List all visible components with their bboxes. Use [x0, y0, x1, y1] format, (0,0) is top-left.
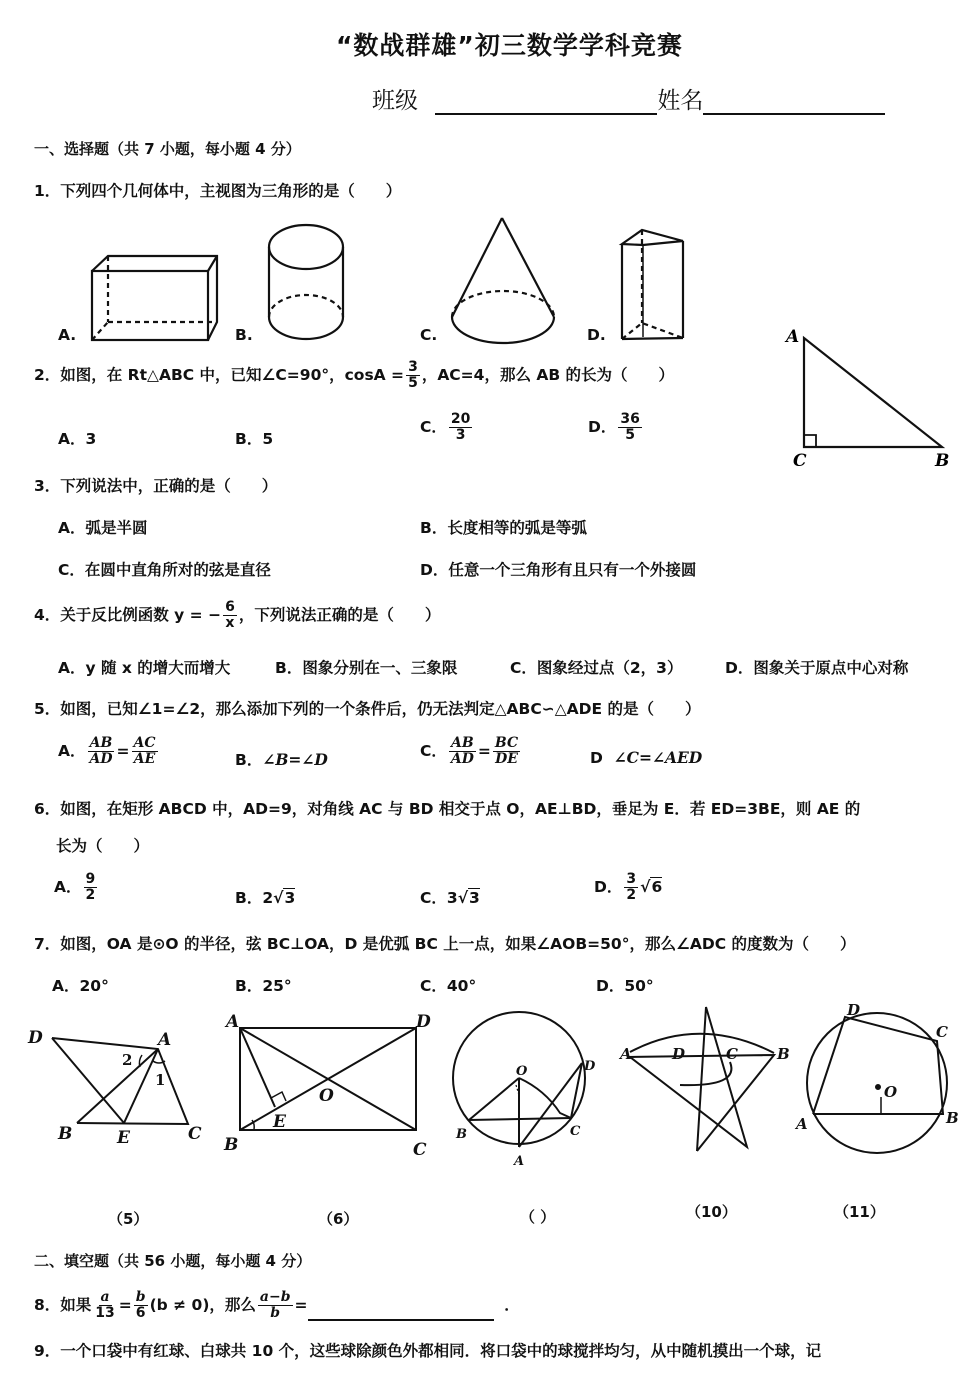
coef: 3	[446, 889, 458, 907]
fig7-label-d: D	[584, 1059, 596, 1074]
q7-stem: 7．如图，OA 是⊙O 的半径，弦 BC⊥OA，D 是优弧 BC 上一点，如果∠AOB=50°，那么∠ADC 的度数为（ ）	[34, 935, 856, 953]
fig6-label-o: O	[319, 1086, 334, 1106]
q6-stem-line1: 6．如图，在矩形 ABCD 中，AD=9，对角线 AC 与 BD 相交于点 O，AE⊥BD，垂足为 E．若 ED=3BE，则 AE 的	[34, 800, 861, 818]
q1-option-d-label: D.	[587, 326, 606, 344]
cylinder-icon	[269, 225, 343, 339]
fig7-label-o: O	[516, 1064, 528, 1079]
frac-den: AD	[89, 751, 113, 767]
q2-right-triangle-figure	[780, 320, 960, 480]
q4-stem-post: ，下列说法正确的是（ ）	[238, 606, 441, 624]
figures-row	[0, 995, 978, 1165]
opt-label: C．	[420, 742, 447, 760]
q2-option-a[interactable]	[58, 427, 96, 449]
q3-option-c[interactable]: C．在圆中直角所对的弦是直径	[58, 561, 271, 579]
q5-option-a[interactable]: A． $\frac{AB}{AD}$ = $\frac{AC}{AE}$	[58, 735, 156, 767]
q8-stem	[34, 1290, 520, 1321]
q5-option-c[interactable]: C． $\frac{AB}{AD}$ = $\frac{BC}{DE}$	[420, 735, 519, 767]
fig6-label-e: E	[273, 1112, 286, 1132]
opt-label: B．	[235, 889, 263, 907]
exam-title: “数战群雄”初三数学学科竞赛	[336, 31, 683, 60]
figure-6-rectangle	[223, 1012, 431, 1160]
cuboid-icon	[92, 256, 217, 340]
frac-num: a−b	[259, 1289, 291, 1305]
q3-stem: 3．下列说法中，正确的是（ ）	[34, 477, 278, 495]
caption-fig10: （10）	[686, 1203, 737, 1221]
fig11-label-c: C	[936, 1023, 948, 1041]
q8-eq: =	[118, 1296, 132, 1314]
q7-option-b[interactable]: B．25°	[235, 977, 292, 995]
fig10-label-b: B	[777, 1045, 790, 1063]
frac-den: 6	[135, 1305, 146, 1321]
opt-label: D	[590, 749, 603, 767]
triangular-prism-icon	[622, 230, 683, 339]
q2-stem-pre: 2．如图，在 Rt△ABC 中，已知∠C=90°，cosA =	[34, 366, 405, 384]
frac-num: BC	[494, 735, 519, 751]
q2-option-c[interactable]	[420, 412, 474, 443]
opt-label: D．	[588, 418, 617, 436]
q7-option-a[interactable]: A．20°	[52, 977, 109, 995]
frac-num: 20	[450, 411, 471, 427]
q3-option-a[interactable]: A．弧是半圆	[58, 519, 148, 537]
q5-option-b[interactable]	[235, 748, 328, 770]
q2-option-b[interactable]	[235, 427, 273, 449]
q4-option-b[interactable]: B．图象分别在一、三象限	[275, 659, 458, 677]
figure-5-triangles	[27, 1028, 202, 1148]
q8-pre: 8．如果	[34, 1296, 92, 1314]
fig11-label-o: O	[884, 1083, 898, 1101]
fig10-label-a: A	[620, 1045, 632, 1063]
fig11-label-a: A	[796, 1115, 808, 1133]
cone-icon	[452, 218, 554, 343]
fig7-label-a: A	[514, 1154, 525, 1165]
name-blank[interactable]	[703, 113, 885, 115]
frac-den: 5	[625, 427, 635, 443]
opt-label: A．	[58, 430, 86, 448]
q5-option-d[interactable]	[590, 748, 702, 767]
q7-option-c[interactable]: C．40°	[420, 977, 477, 995]
q9-stem: 9．一个口袋中有红球、白球共 10 个，这些球除颜色外都相同．将口袋中的球搅拌均匀，从中随机摸出一个球，记	[34, 1342, 822, 1360]
frac-den: 3	[455, 427, 466, 443]
frac-num: AB	[89, 735, 113, 751]
opt-label: A．	[58, 742, 86, 760]
figure-11-circle-quadrilateral	[794, 1001, 959, 1153]
q2-frac-num: 3	[408, 359, 418, 375]
q8-cond: (b ≠ 0)，那么	[149, 1296, 256, 1314]
frac-num: a	[100, 1289, 110, 1305]
frac-den: AD	[450, 751, 474, 767]
caption-fig11: （11）	[834, 1203, 885, 1221]
fig5-label-e: E	[117, 1128, 130, 1148]
q1-option-a-label: A.	[58, 326, 77, 344]
q1-solids-figure	[0, 210, 760, 350]
caption-fig6: （6）	[318, 1210, 359, 1228]
opt-text: ∠C=∠AED	[613, 748, 703, 767]
opt-label: B．	[235, 751, 263, 769]
q8-answer-blank[interactable]	[308, 1301, 494, 1321]
q2-option-d[interactable]	[588, 412, 644, 443]
class-name-line	[372, 82, 885, 115]
opt-text: ∠B=∠D	[262, 750, 328, 769]
radicand: 6	[651, 878, 663, 896]
q2-stem	[34, 360, 674, 391]
q1-option-c-label: C.	[420, 326, 438, 344]
q2-frac-den: 5	[408, 375, 418, 391]
q6-option-a[interactable]	[54, 872, 99, 903]
name-label: 姓名	[657, 88, 704, 114]
radicand: 3	[284, 889, 296, 907]
q4-option-a[interactable]: A．y 随 x 的增大而增大	[58, 659, 231, 677]
opt-label: D．	[594, 878, 623, 896]
frac-num: AB	[451, 735, 474, 751]
fig7-label-b: B	[456, 1127, 467, 1142]
q2-stem-post: ，AC=4，那么 AB 的长为（ ）	[421, 366, 675, 384]
q3-option-d[interactable]: D．任意一个三角形有且只有一个外接圆	[420, 561, 697, 579]
frac-den: 13	[95, 1305, 115, 1321]
frac-den: b	[270, 1305, 281, 1321]
frac-den: AE	[133, 751, 156, 767]
caption-fig7: （ ）	[520, 1208, 556, 1226]
q4-option-c[interactable]: C．图象经过点（2，3）	[510, 659, 683, 677]
opt-label: C．	[420, 418, 447, 436]
q8-eq2: =	[294, 1296, 308, 1314]
fig6-label-c: C	[413, 1140, 427, 1160]
frac-num: b	[135, 1289, 146, 1305]
opt-value: 3	[85, 430, 97, 448]
q2-label-c: C	[793, 451, 807, 471]
opt-value: 5	[262, 430, 274, 448]
q6-option-b[interactable]: B．2√3	[235, 889, 296, 907]
fig5-label-c: C	[188, 1124, 202, 1144]
fig6-label-a: A	[226, 1012, 240, 1032]
frac-num: AC	[133, 735, 156, 751]
fig11-label-b: B	[946, 1109, 959, 1127]
fig5-label-b: B	[58, 1124, 73, 1144]
fig5-label-d: D	[28, 1028, 43, 1048]
fig6-label-b: B	[224, 1135, 239, 1155]
frac-num: 3	[626, 871, 637, 887]
q4-stem-pre: 4．关于反比例函数 y = −	[34, 606, 222, 624]
opt-label: C．	[420, 889, 447, 907]
q4-stem	[34, 600, 440, 631]
frac-den: 2	[85, 887, 96, 903]
fig5-label-a: A	[158, 1030, 172, 1050]
q7-option-d[interactable]: D．50°	[596, 977, 654, 995]
q2-label-a: A	[786, 327, 800, 347]
section-2-heading: 二、填空题（共 56 小题，每小题 4 分）	[34, 1252, 312, 1270]
frac-num: 36	[620, 411, 640, 427]
q6-stem-line2: 长为（ ）	[56, 837, 150, 855]
figure-7-circle	[453, 1012, 596, 1165]
frac-den: 2	[626, 887, 637, 903]
q5-stem: 5．如图，已知∠1=∠2，那么添加下列的一个条件后，仍无法判定△ABC∽△ADE 的是（ ）	[34, 700, 701, 718]
class-label: 班级	[372, 88, 418, 114]
coef: 2	[262, 889, 274, 907]
q1-stem: 1．下列四个几何体中，主视图为三角形的是（ ）	[34, 182, 402, 200]
q1-option-b-label: B.	[235, 326, 253, 344]
q6-option-d[interactable]: D． $\frac{3}{2}$ √6	[594, 871, 663, 903]
section-1-heading: 一、选择题（共 7 小题，每小题 4 分）	[34, 140, 301, 158]
frac-num: 9	[85, 871, 96, 887]
fig10-label-c: C	[726, 1045, 738, 1063]
opt-label: A．	[54, 878, 82, 896]
q2-label-b: B	[935, 451, 950, 471]
q3-option-b[interactable]: B．长度相等的弧是等弧	[420, 519, 587, 537]
fig5-label-2: 2	[122, 1051, 133, 1069]
q8-end: ．	[504, 1296, 520, 1314]
class-blank[interactable]	[435, 113, 657, 115]
q4-option-d[interactable]: D．图象关于原点中心对称	[725, 659, 909, 677]
fig7-label-c: C	[570, 1124, 581, 1139]
q4-frac-den: x	[225, 615, 235, 631]
fig11-label-d: D	[847, 1001, 861, 1019]
fig6-label-d: D	[416, 1012, 431, 1032]
figure-10-star	[618, 1007, 790, 1151]
opt-label: B．	[235, 430, 263, 448]
frac-den: DE	[495, 751, 518, 767]
q4-frac-num: 6	[225, 599, 235, 615]
caption-fig5: （5）	[108, 1210, 149, 1228]
fig10-label-d: D	[672, 1045, 686, 1063]
radicand: 3	[469, 889, 480, 907]
q6-option-c[interactable]: C．3√3	[420, 889, 480, 907]
fig5-label-1: 1	[155, 1071, 166, 1089]
